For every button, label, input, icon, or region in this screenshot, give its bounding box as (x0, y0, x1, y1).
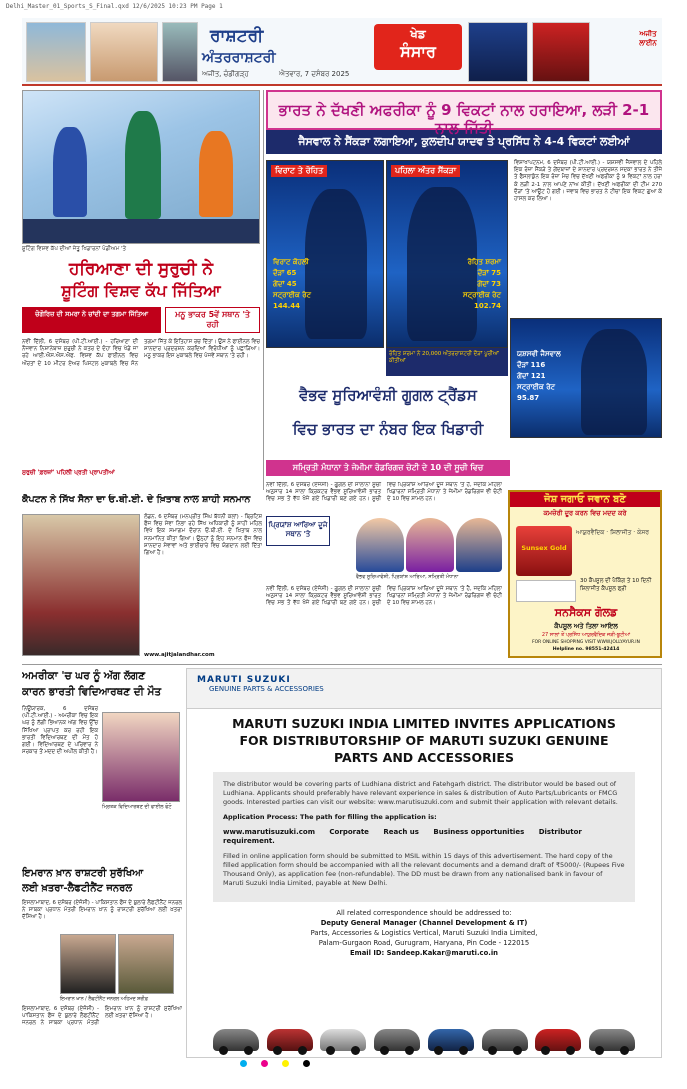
card1-tag: ਵਿਰਾਟ ਤੇ ਰੋਹਿਤ (271, 165, 327, 177)
imran-body-continued: ਇਸਲਾਮਾਬਾਦ, 6 ਦਸੰਬਰ (ਏਜੰਸੀ) - ਪਾਕਿਸਤਾਨ ਫੌਜ ਦੇ ਬੁਲਾਰੇ ਲੈਫਟੀਨੈਂਟ ਜਨਰਲ ਨੇ ਸਾਬਕਾ ਪ੍ਰਧਾਨ ਮੰਤਰੀ ਇਮਰਾਨ ਖ਼ਾਨ ਨੂੰ ਰਾਸ਼ਟਰੀ ਸੁਰੱਖਿਆ ਲਈ ਖ਼ਤਰਾ ਦੱਸਿਆ ਹੈ। (22, 1006, 182, 1027)
car-5 (428, 1029, 474, 1051)
jaiswal-sr-value: 95.87 (517, 394, 540, 402)
imran-caption: ਇਮਰਾਨ ਖ਼ਾਨ / ਲੈਫਟੀਨੈਂਟ ਜਨਰਲ ਅਹਿਮਦ ਸ਼ਰੀਫ਼ (60, 997, 148, 1002)
shooting-body: ਨਵੀਂ ਦਿੱਲੀ, 6 ਦਸੰਬਰ (ਪੀ.ਟੀ.ਆਈ.) - ਹਰਿਆਣਾ ਦੀ ਨੌਜਵਾਨ ਨਿਸ਼ਾਨੇਬਾਜ਼ ਸੁਰੁਚੀ ਨੇ ਕਤਰ ਦੇ ਦੋਹਾ ਵਿਚ ਖੇਡੇ ਜਾ ਰਹੇ ਆਈ.ਐਸ.ਐਸ.ਐਫ. ਵਿਸ਼ਵ ਕੱਪ ਫਾਈਨਲ ਵਿਚ ਔਰਤਾਂ ਦੇ 10 ਮੀਟਰ ਏਅਰ ਪਿਸਟਲ ਮੁਕਾਬਲੇ ਵਿਚ ਸੋਨ ਤਗਮਾ ਜਿੱਤ ਕੇ ਇਤਿਹਾਸ ਰਚ ਦਿੱਤਾ। ਉਸ ਨੇ ਫਾਈਨਲ ਵਿਚ ਸ਼ਾਨਦਾਰ ਪ੍ਰਦਰਸ਼ਨ ਕਰਦਿਆਂ ਵਿਰੋਧੀਆਂ ਨੂੰ ਪਛਾੜਿਆ। ਮਨੂ ਭਾਕਰ ਇਸ ਮੁਕਾਬਲੇ ਵਿਚ ਪੰਜਵੇਂ ਸਥਾਨ 'ਤੇ ਰਹੀ। (22, 339, 260, 367)
imran-headline-1: ਇਮਰਾਨ ਖ਼ਾਨ ਰਾਸ਼ਟਰੀ ਸੁਰੱਖਿਆ (22, 868, 144, 879)
khed-label: ਖੇਡ (410, 27, 426, 41)
dateline-date: ਐਤਵਾਰ, 7 ਦਸੰਬਰ 2025 (278, 70, 350, 78)
sunsex-brand-sub: ਕੈਪਸੂਲ ਅਤੇ ਤਿਲਾ ਆਇਲ (554, 622, 618, 630)
kaptan-url: www.ajitjalandhar.com (144, 652, 215, 658)
player-card-kohli (266, 160, 384, 348)
sunsex-product-name: Sunsex Gold (521, 544, 567, 552)
masthead-subtitle: ਅੰਤਰਰਾਸ਼ਟਰੀ (202, 50, 276, 66)
maruti-step-5: Distributor requirement. (223, 828, 582, 845)
jaiswal-runs: ਦੌੜਾਂ 116 (517, 361, 546, 369)
kohli-balls: ਗੇਂਦਾਂ 45 (273, 280, 297, 288)
story-cricket-series (266, 90, 662, 480)
masthead-photo-footballer (532, 22, 590, 82)
reg-dot-black (303, 1060, 310, 1067)
shooting-headline-2: ਸ਼ੂਟਿੰਗ ਵਿਸ਼ਵ ਕੱਪ ਜਿੱਤਿਆ (61, 281, 221, 300)
maruti-logo-sub: GENUINE PARTS & ACCESSORIES (209, 685, 324, 693)
maruti-step-3: Reach us (383, 828, 419, 836)
vaibhav-headline-2: ਵਿਚ ਭਾਰਤ ਦਾ ਨੰਬਰ ਇਕ ਖਿਡਾਰੀ (292, 420, 484, 438)
print-info-strip: Delhi_Master_01_Sports_S_Final.qxd 12/6/2025 10:23 PM Page 1 (6, 3, 223, 10)
kaptan-headline: ਕੈਪਟਨ ਨੇ ਸਿੱਖ ਸੈਨਾ ਦਾ ਓ.ਬੀ.ਈ. ਦੇ ਖ਼ਿਤਾਬ ਨਾਲ ਸ਼ਾਹੀ ਸਨਮਾਨ (22, 494, 251, 505)
masthead-photo-cricketer (468, 22, 528, 82)
sunsex-product-box (516, 526, 572, 576)
america-body: ਨਿਊਯਾਰਕ, 6 ਦਸੰਬਰ (ਪੀ.ਟੀ.ਆਈ.) - ਅਮਰੀਕਾ ਵਿਚ ਇਕ ਘਰ ਨੂੰ ਲੱਗੀ ਭਿਆਨਕ ਅੱਗ ਵਿਚ ਉੱਚ ਸਿੱਖਿਆ ਪ੍ਰਾਪਤ ਕਰ ਰਹੀ ਇਕ ਭਾਰਤੀ ਵਿਦਿਆਰਥਣ ਦੀ ਮੌਤ ਹੋ ਗਈ। ਵਿਦਿਆਰਥਣ ਦੇ ਪਰਿਵਾਰ ਨੇ ਸਰਕਾਰ ਤੋਂ ਮਦਦ ਦੀ ਅਪੀਲ ਕੀਤੀ ਹੈ। (22, 706, 98, 756)
sunsex-brand-name: ਸਨਸੈਕਸ ਗੋਲਡ (554, 606, 618, 619)
maruti-headline (187, 715, 661, 766)
maruti-car-lineup (213, 1011, 635, 1051)
priyansh-tag: ਪ੍ਰਿਯਾਂਸ਼ ਆਰਿਆ ਦੂਜੇ ਸਥਾਨ 'ਤੇ (266, 516, 330, 546)
car-6 (482, 1029, 528, 1051)
america-headline-2: ਕਾਰਨ ਭਾਰਤੀ ਵਿਦਿਆਰਥਣ ਦੀ ਮੌਤ (22, 686, 162, 698)
kohli-stats (273, 257, 311, 312)
kaptan-ceremony-photo (22, 514, 140, 656)
rohit-sr-value: 102.74 (473, 302, 501, 310)
maruti-topbar (187, 669, 661, 709)
sunsex-online: FOR ONLINE SHOPPING VISIT WWW.JOLLYAYUR.IN (532, 640, 640, 645)
america-student-photo (102, 712, 180, 802)
imran-body: ਇਸਲਾਮਾਬਾਦ, 6 ਦਸੰਬਰ (ਏਜੰਸੀ) - ਪਾਕਿਸਤਾਨ ਫੌਜ ਦੇ ਬੁਲਾਰੇ ਲੈਫਟੀਨੈਂਟ ਜਨਰਲ ਨੇ ਸਾਬਕਾ ਪ੍ਰਧਾਨ ਮੰਤਰੀ ਇਮਰਾਨ ਖ਼ਾਨ ਨੂੰ ਰਾਸ਼ਟਰੀ ਸੁਰੱਖਿਆ ਲਈ ਖ਼ਤਰਾ ਦੱਸਿਆ ਹੈ। (22, 900, 182, 921)
dateline (202, 70, 377, 79)
maruti-headline-1: MARUTI SUZUKI INDIA LIMITED INVITES APPLICATIONS (232, 716, 616, 731)
ad-maruti-suzuki (186, 668, 662, 1058)
reg-dot-magenta (261, 1060, 268, 1067)
vaibhav-headline-1: ਵੈਭਵ ਸੂਰਿਆਵੰਸ਼ੀ ਗੂਗਲ ਟ੍ਰੈਂਡਸ (299, 386, 477, 404)
car-4 (374, 1029, 420, 1051)
car-2 (267, 1029, 313, 1051)
maruti-step-2: Corporate (329, 828, 369, 836)
maruti-intro: The distributor would be covering parts of Ludhiana district and Fatehgarh district. The distributor would be based out of Ludhiana. Applicants should preferably have relevant experience in sales & distribution of Auto Parts/Lubricants or FMCG goods. Interested parties can visit our website: www.marutisuzuki.com and submit their application with relevant details. (223, 780, 618, 806)
sansar-label: ਸੰਸਾਰ (400, 42, 436, 61)
jaiswal-name: ਯਸ਼ਸਵੀ ਜੈਸਵਾਲ (517, 350, 561, 358)
reg-dot-yellow (282, 1060, 289, 1067)
sunsex-availability: 27 ਸਾਲਾਂ ਤੋਂ ਪ੍ਰਸਿੱਧ ਆਯੁਰਵੈਦਿਕ ਜੜੀ-ਬੂਟੀਆਂ (541, 632, 631, 638)
jaiswal-balls: ਗੇਂਦਾਂ 121 (517, 372, 546, 380)
story-imran-khan (22, 866, 182, 1066)
print-registration-dots (240, 1060, 310, 1067)
athlete-figure-left (53, 127, 87, 217)
car-7 (535, 1029, 581, 1051)
car-3 (320, 1029, 366, 1051)
vaibhav-body: ਨਵੀਂ ਦਿੱਲੀ, 6 ਦਸੰਬਰ (ਏਜੰਸੀ) - ਗੂਗਲ ਦੀ ਸਾਲਾਨਾ ਸੂਚੀ ਅਨੁਸਾਰ 14 ਸਾਲਾ ਕ੍ਰਿਕਟਰ ਵੈਭਵ ਸੂਰਿਆਵੰਸ਼ੀ ਭਾਰਤ ਵਿਚ ਸਭ ਤੋਂ ਵੱਧ ਖੋਜੇ ਗਏ ਖਿਡਾਰੀ ਬਣ ਗਏ ਹਨ। ਸੂਚੀ ਵਿਚ ਪ੍ਰਿਯਾਂਸ਼ ਆਰਿਆ ਦੂਜੇ ਸਥਾਨ 'ਤੇ ਹੈ, ਜਦਕਿ ਮਹਿਲਾ ਖਿਡਾਰਨਾਂ ਸਮ੍ਰਿਤੀ ਮੰਧਾਨਾ ਤੇ ਜੇਮੀਮਾ ਰੋਡਰਿਗਜ਼ ਵੀ ਚੋਟੀ ਦੇ 10 ਵਿਚ ਸ਼ਾਮਲ ਹਨ। (266, 482, 502, 503)
car-8 (589, 1029, 635, 1051)
podium-base (23, 219, 259, 243)
dateline-place: ਅਜੀਤ, ਚੰਡੀਗੜ੍ਹ (202, 70, 249, 78)
story-america-fire (22, 668, 182, 858)
maruti-headline-3: PARTS AND ACCESSORIES (334, 750, 514, 765)
masthead-side-note: ਅਜੀਤ ਲਾਈਨ (639, 30, 657, 47)
section-masthead (22, 18, 662, 86)
sunsex-slogan: ਜੋਸ਼ ਜਗਾਓ ਜਵਾਨ ਬਣੋ (510, 492, 660, 507)
player-card-rohit (386, 160, 508, 348)
athlete-figure-right (199, 131, 233, 217)
kohli-sr-label: ਸਟ੍ਰਾਈਕ ਰੇਟ (273, 291, 312, 299)
cricket-body: ਵਿਸ਼ਾਖਾਪਟਨਮ, 6 ਦਸੰਬਰ (ਪੀ.ਟੀ.ਆਈ.) - ਯਸ਼ਸਵੀ ਜੈਸਵਾਲ ਦੇ ਪਹਿਲੇ ਇਕ ਰੋਜ਼ਾ ਸੈਂਕੜੇ ਤੇ ਗੇਂਦਬਾਜ਼ਾਂ ਦੇ ਸ਼ਾਨਦਾਰ ਪ੍ਰਦਰਸ਼ਨ ਸਦਕਾ ਭਾਰਤ ਨੇ ਤੀਜੇ ਤੇ ਫੈਸਲਾਕੁੰਨ ਇਕ ਰੋਜ਼ਾ ਮੈਚ ਵਿਚ ਦੱਖਣੀ ਅਫਰੀਕਾ ਨੂੰ 9 ਵਿਕਟਾਂ ਨਾਲ ਹਰਾ ਕੇ ਲੜੀ 2-1 ਨਾਲ ਆਪਣੇ ਨਾਂਅ ਕੀਤੀ। ਦੱਖਣੀ ਅਫਰੀਕਾ ਦੀ ਟੀਮ 270 ਦੌੜਾਂ 'ਤੇ ਆਊਟ ਹੋ ਗਈ। ਜਵਾਬ ਵਿਚ ਭਾਰਤ ਨੇ ਟੀਚਾ ਇਕ ਵਿਕਟ ਗੁਆ ਕੇ ਹਾਸਲ ਕਰ ਲਿਆ। (514, 160, 662, 203)
cricket-banner: ਭਾਰਤ ਨੇ ਦੱਖਣੀ ਅਫਰੀਕਾ ਨੂੰ 9 ਵਿਕਟਾਂ ਨਾਲ ਹਰਾਇਆ, ਲੜੀ 2-1 ਨਾਲ ਜਿੱਤੀ (266, 90, 662, 130)
card2-tag: ਪਹਿਲਾ ਅੰਤਰ ਸੈਂਕੜਾ (391, 165, 460, 177)
maruti-contact-org: Parts, Accessories & Logistics Vertical, Maruti Suzuki India Limited, (310, 929, 538, 937)
sunsex-sub: ਕਮਜ਼ੋਰੀ ਦੂਰ ਕਰਨ ਵਿਚ ਮਦਦ ਕਰੇ (543, 509, 627, 517)
photo-vaibhav (356, 518, 404, 572)
cricket-subheadline: ਜੈਸਵਾਲ ਨੇ ਸੈਂਕੜਾ ਲਗਾਇਆ, ਕੁਲਦੀਪ ਯਾਦਵ ਤੇ ਪ੍ਰਸਿੱਧ ਨੇ 4-4 ਵਿਕਟਾਂ ਲਈਆਂ (266, 130, 662, 154)
kohli-sr-value: 144.44 (273, 302, 301, 310)
sunsex-helpline: Helpline no. 98551-42414 (552, 647, 620, 652)
shooting-headline-1: ਹਰਿਆਣਾ ਦੀ ਸੁਰੁਚੀ ਨੇ (68, 259, 214, 279)
maruti-logo: MARUTI SUZUKI (197, 675, 291, 685)
photo-priyansh (406, 518, 454, 572)
photo-smriti (456, 518, 502, 572)
shooting-podium-photo (22, 90, 260, 244)
rohit-stats (463, 257, 501, 312)
maruti-contact-email: Email ID: Sandeep.Kakar@maruti.co.in (349, 949, 499, 957)
america-caption: ਮ੍ਰਿਤਕ ਵਿਦਿਆਰਥਣ ਦੀ ਫਾਈਲ ਫੋਟੋ (102, 804, 172, 810)
rohit-runs: ਦੌੜਾਂ 75 (477, 269, 501, 277)
jaiswal-sr-label: ਸਟ੍ਰਾਈਕ ਰੇਟ (517, 383, 556, 391)
sunsex-features: ਆਯੁਰਵੈਦਿਕ · ਸ਼ਿਲਾਜੀਤ · ਕੇਸਰ (576, 529, 649, 536)
column-divider (263, 90, 264, 490)
ad-sunsex-gold (508, 490, 662, 658)
section-divider (22, 664, 662, 665)
sunsex-offer: 30 ਕੈਪਸੂਲ ਦੀ ਪੈਕਿੰਗ ਤੇ 10 ਦਿਨੀ ਸ਼ਿਲਾਜੀਤ ਕੈਪਸੂਲ ਫ੍ਰੀ (580, 578, 652, 592)
rohit-name: ਰੋਹਿਤ ਸ਼ਰਮਾ (467, 258, 501, 266)
masthead-title: ਰਾਸ਼ਟਰੀ (210, 26, 264, 46)
story-captain-obe (22, 494, 262, 664)
masthead-photo-child (26, 22, 86, 82)
rohit-balls: ਗੇਂਦਾਂ 73 (477, 280, 501, 288)
masthead-photo-woman (90, 22, 158, 82)
player-card-jaiswal (510, 318, 662, 438)
kohli-silhouette (305, 189, 367, 339)
car-1 (213, 1029, 259, 1051)
sunsex-capsule-strip (516, 580, 576, 602)
story-vaibhav-google-trends (266, 482, 502, 658)
general-photo (118, 934, 174, 994)
maruti-step-1: www.marutisuzuki.com (223, 828, 315, 836)
kohli-runs: ਦੌੜਾਂ 65 (273, 269, 297, 277)
maruti-contact (187, 908, 661, 958)
vaibhav-pink-bar: ਸਮ੍ਰਿਤੀ ਮੰਧਾਨਾ ਤੇ ਜੇਮੀਮਾ ਰੋਡਰਿਗਜ਼ ਚੋਟੀ ਦੇ 10 ਦੀ ਸੂਚੀ ਵਿਚ (266, 460, 510, 476)
jaiswal-silhouette (581, 329, 647, 435)
shooting-bar-right: ਮਨੂ ਭਾਕਰ 5ਵੇਂ ਸਥਾਨ 'ਤੇ ਰਹੀ (165, 307, 260, 333)
imran-photo (60, 934, 116, 994)
jaiswal-stats (517, 349, 561, 404)
maruti-contact-intro: All related correspondence should be addressed to: (336, 909, 512, 917)
shooting-quote: ਸੁਰੁਚੀ 'ਫ਼ਰਜ਼ਾਂ' ਪਹਿਲੀ ਪ੍ਰਤੀ ਪ੍ਰਾਪਤੀਆਂ (22, 469, 115, 476)
reg-dot-cyan (240, 1060, 247, 1067)
maruti-body (213, 772, 635, 902)
maruti-process-label: Application Process: The path for filling the application is: (223, 813, 437, 821)
maruti-fee-text: Filled in online application form should be submitted to MSIL within 15 days of this advertisement. The hard copy of the filled application form should be accompanied with all the relevant documents and a demand draft of ₹5000/- (Rupees Five Thousand Only), as application fee (non-refundable). The DD must be drawn from any nationalised bank in favour of Maruti Suzuki India Limited, payable at New Delhi. (223, 852, 625, 887)
maruti-contact-addr: Palam-Gurgaon Road, Gurugram, Haryana, Pin Code - 122015 (318, 939, 530, 947)
athlete-figure-center (125, 111, 161, 219)
maruti-steps (223, 828, 625, 846)
shooting-photo-caption: ਸ਼ੂਟਿੰਗ ਵਿਸ਼ਵ ਕੱਪ ਦੀਆਂ ਜੇਤੂ ਖਿਡਾਰਨਾਂ ਪੋਡੀਅਮ 'ਤੇ (22, 246, 127, 252)
rohit-note: ਰੋਹਿਤ ਸ਼ਰਮਾ ਨੇ 20,000 ਅੰਤਰਰਾਸ਼ਟਰੀ ਦੌੜਾਂ ਪੂਰੀਆਂ ਕੀਤੀਆਂ (386, 348, 508, 376)
vaibhav-body-continued: ਨਵੀਂ ਦਿੱਲੀ, 6 ਦਸੰਬਰ (ਏਜੰਸੀ) - ਗੂਗਲ ਦੀ ਸਾਲਾਨਾ ਸੂਚੀ ਅਨੁਸਾਰ 14 ਸਾਲਾ ਕ੍ਰਿਕਟਰ ਵੈਭਵ ਸੂਰਿਆਵੰਸ਼ੀ ਭਾਰਤ ਵਿਚ ਸਭ ਤੋਂ ਵੱਧ ਖੋਜੇ ਗਏ ਖਿਡਾਰੀ ਬਣ ਗਏ ਹਨ। ਸੂਚੀ ਵਿਚ ਪ੍ਰਿਯਾਂਸ਼ ਆਰਿਆ ਦੂਜੇ ਸਥਾਨ 'ਤੇ ਹੈ, ਜਦਕਿ ਮਹਿਲਾ ਖਿਡਾਰਨਾਂ ਸਮ੍ਰਿਤੀ ਮੰਧਾਨਾ ਤੇ ਜੇਮੀਮਾ ਰੋਡਰਿਗਜ਼ ਵੀ ਚੋਟੀ ਦੇ 10 ਵਿਚ ਸ਼ਾਮਲ ਹਨ। (266, 586, 502, 607)
kaptan-body: ਲੰਡਨ, 6 ਦਸੰਬਰ (ਮਨਪ੍ਰੀਤ ਸਿੰਘ ਬੱਧਨੀ ਕਲਾਂ) - ਬ੍ਰਿਟਿਸ਼ ਫੌਜ ਵਿਚ ਸੇਵਾ ਨਿਭਾ ਰਹੇ ਸਿੱਖ ਅਧਿਕਾਰੀ ਨੂੰ ਸ਼ਾਹੀ ਮਹਿਲ ਵਿਖੇ ਇਕ ਸਮਾਗਮ ਦੌਰਾਨ ਓ.ਬੀ.ਈ. ਦੇ ਖ਼ਿਤਾਬ ਨਾਲ ਸਨਮਾਨਿਤ ਕੀਤਾ ਗਿਆ। ਉਨ੍ਹਾਂ ਨੂੰ ਇਹ ਸਨਮਾਨ ਫੌਜ ਵਿਚ ਸ਼ਾਨਦਾਰ ਸੇਵਾਵਾਂ ਅਤੇ ਭਾਈਚਾਰੇ ਵਿਚ ਯੋਗਦਾਨ ਲਈ ਦਿੱਤਾ ਗਿਆ ਹੈ। (144, 514, 262, 557)
maruti-headline-2: FOR DISTRIBUTORSHIP OF MARUTI SUZUKI GENUINE (239, 733, 609, 748)
shooting-bar-left: ਚੋਗੋਰਿਜ਼ ਦੀ ਸਮਰਾ ਨੇ ਚਾਂਦੀ ਦਾ ਤਗਮਾ ਜਿੱਤਿਆ (22, 307, 161, 333)
masthead-photo-stadium (162, 22, 198, 82)
vaibhav-caption: ਵੈਭਵ ਸੂਰਿਆਵੰਸ਼ੀ, ਪ੍ਰਿਯਾਂਸ਼ ਆਰਿਆ, ਸਮ੍ਰਿਤੀ ਮੰਧਾਨਾ (356, 574, 459, 580)
rohit-sr-label: ਸਟ੍ਰਾਈਕ ਰੇਟ (462, 291, 501, 299)
america-headline-1: ਅਮਰੀਕਾ 'ਚ ਘਰ ਨੂੰ ਅੱਗ ਲੱਗਣ (22, 670, 146, 682)
story-shooting-world-cup (22, 90, 260, 490)
kohli-name: ਵਿਰਾਟ ਕੋਹਲੀ (273, 258, 309, 266)
maruti-step-4: Business opportunities (433, 828, 525, 836)
khed-sansar-badge (374, 24, 462, 70)
imran-headline-2: ਲਈ ਖ਼ਤਰਾ-ਲੈਫਟੀਨੈਂਟ ਜਨਰਲ (22, 883, 133, 894)
maruti-contact-name: Deputy General Manager (Channel Development & IT) (320, 919, 528, 927)
